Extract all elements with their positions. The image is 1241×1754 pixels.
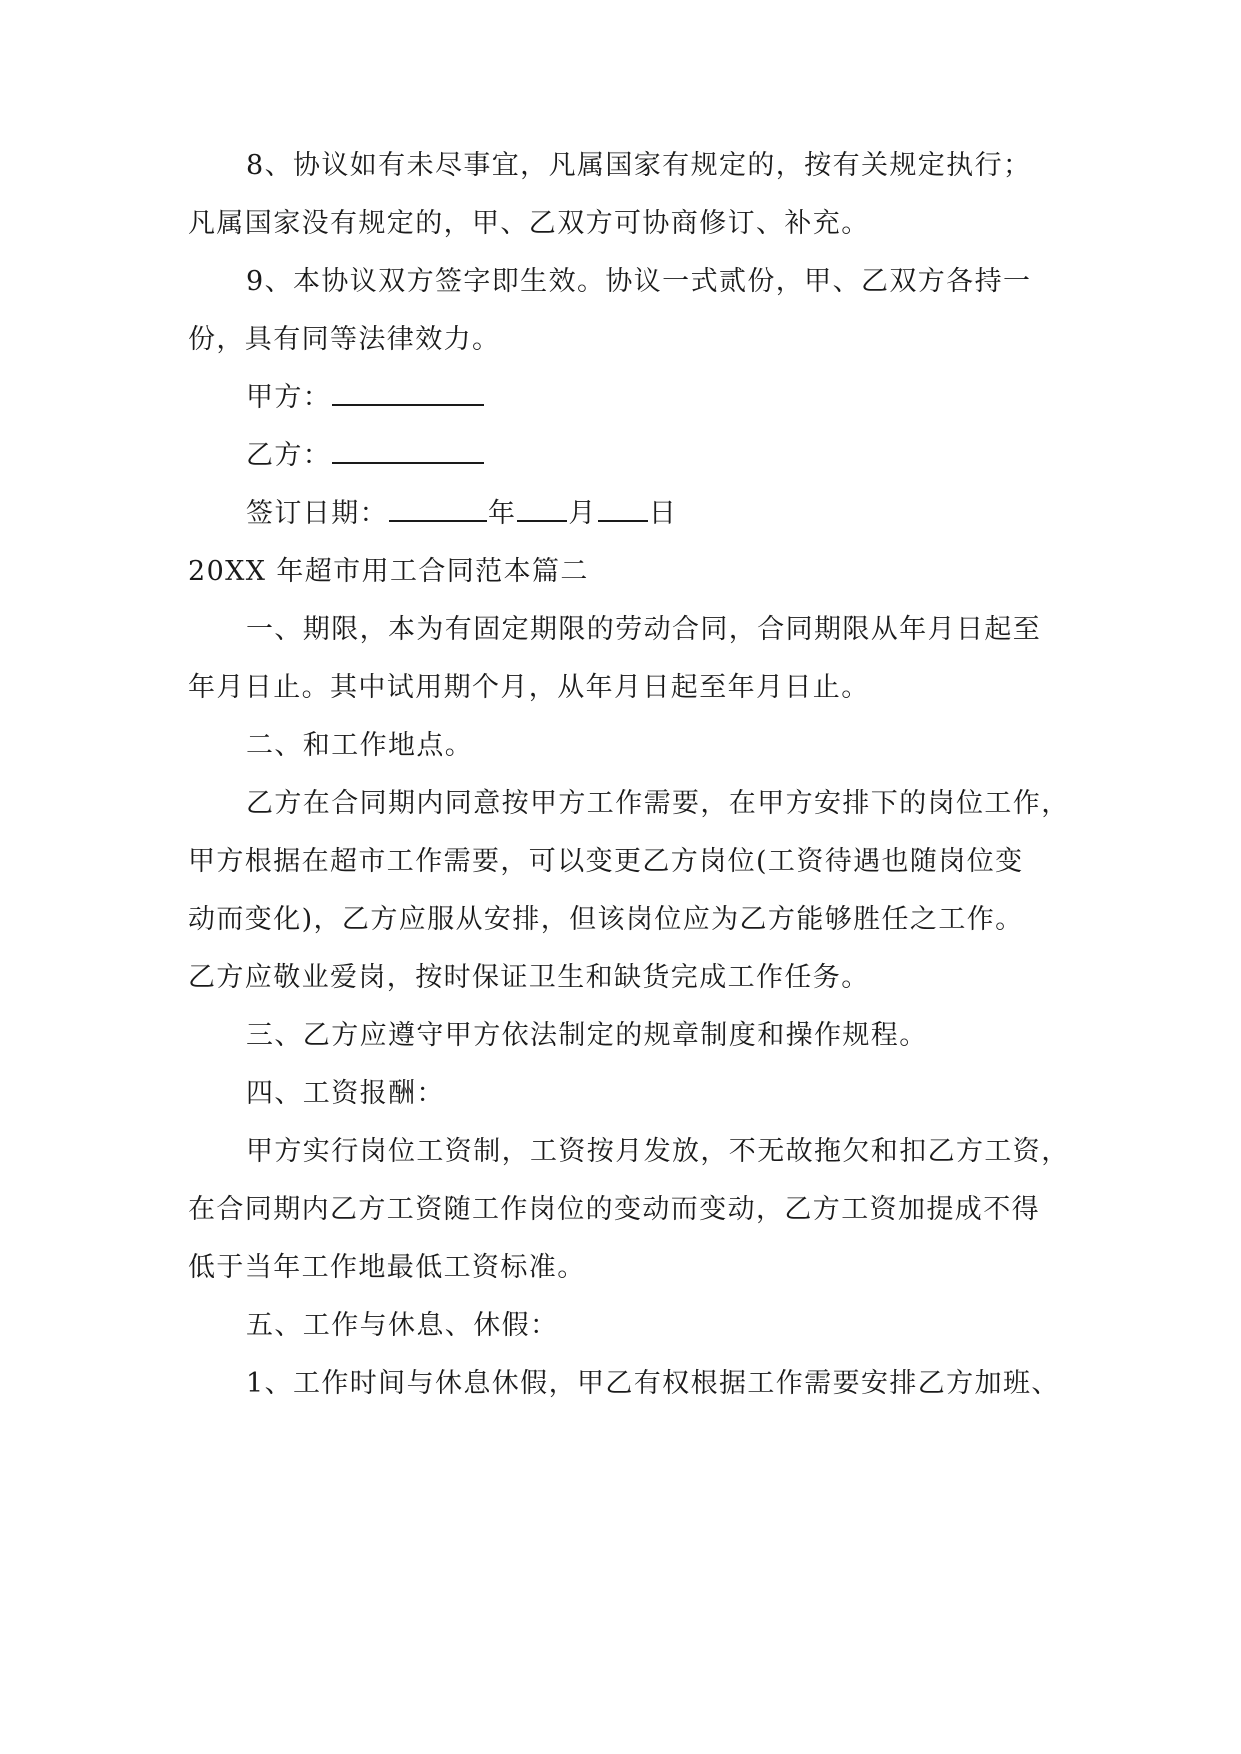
- rules-clause: 三、乙方应遵守甲方依法制定的规章制度和操作规程。: [246, 1020, 928, 1051]
- workplace-line-4: 乙方应敬业爱岗，按时保证卫生和缺货完成工作任务。: [188, 962, 870, 993]
- workplace-heading: 二、和工作地点。: [246, 730, 474, 761]
- day-label: 日: [648, 498, 678, 529]
- workplace-line-1: 乙方在合同期内同意按甲方工作需要，在甲方安排下的岗位工作，: [246, 788, 1070, 819]
- clause-9-line-2: 份，具有同等法律效力。: [188, 324, 501, 355]
- rest-line-1: 1、工作时间与休息休假，甲乙有权根据工作需要安排乙方加班、: [246, 1368, 1060, 1399]
- wages-line-2: 在合同期内乙方工资随工作岗位的变动而变动，乙方工资加提成不得: [188, 1194, 1040, 1225]
- wages-heading: 四、工资报酬：: [246, 1078, 445, 1109]
- term-clause-line-2: 年月日止。其中试用期个月，从年月日起至年月日止。: [188, 672, 870, 703]
- month-blank: [517, 494, 567, 522]
- year-label: 年: [488, 498, 517, 529]
- day-blank: [598, 494, 648, 522]
- section-2-heading: 20XX 年超市用工合同范本篇二: [188, 556, 589, 587]
- wages-line-1: 甲方实行岗位工资制，工资按月发放，不无故拖欠和扣乙方工资，: [246, 1136, 1070, 1167]
- party-b-label: 乙方：: [246, 440, 332, 471]
- clause-9-line-1: 9、本协议双方签字即生效。协议一式贰份，甲、乙双方各持一: [246, 266, 1032, 297]
- clause-8-line-2: 凡属国家没有规定的，甲、乙双方可协商修订、补充。: [188, 208, 870, 239]
- year-blank: [389, 494, 487, 522]
- rest-heading: 五、工作与休息、休假：: [246, 1310, 559, 1341]
- month-label: 月: [568, 498, 597, 529]
- workplace-line-2: 甲方根据在超市工作需要，可以变更乙方岗位(工资待遇也随岗位变: [188, 846, 1024, 877]
- wages-line-3: 低于当年工作地最低工资标准。: [188, 1252, 586, 1283]
- party-a-label: 甲方：: [246, 382, 332, 413]
- party-a-blank: [332, 378, 484, 406]
- term-clause-line-1: 一、期限，本为有固定期限的劳动合同，合同期限从年月日起至: [246, 614, 1042, 645]
- clause-8-line-1: 8、协议如有未尽事宜，凡属国家有规定的，按有关规定执行；: [246, 150, 1032, 181]
- sign-date-label: 签订日期：: [246, 498, 388, 529]
- party-b-blank: [332, 436, 484, 464]
- workplace-line-3: 动而变化)，乙方应服从安排，但该岗位应为乙方能够胜任之工作。: [188, 904, 1024, 935]
- sign-date-line: [246, 494, 677, 534]
- party-a-signature-line: [246, 378, 485, 418]
- party-b-signature-line: [246, 436, 485, 476]
